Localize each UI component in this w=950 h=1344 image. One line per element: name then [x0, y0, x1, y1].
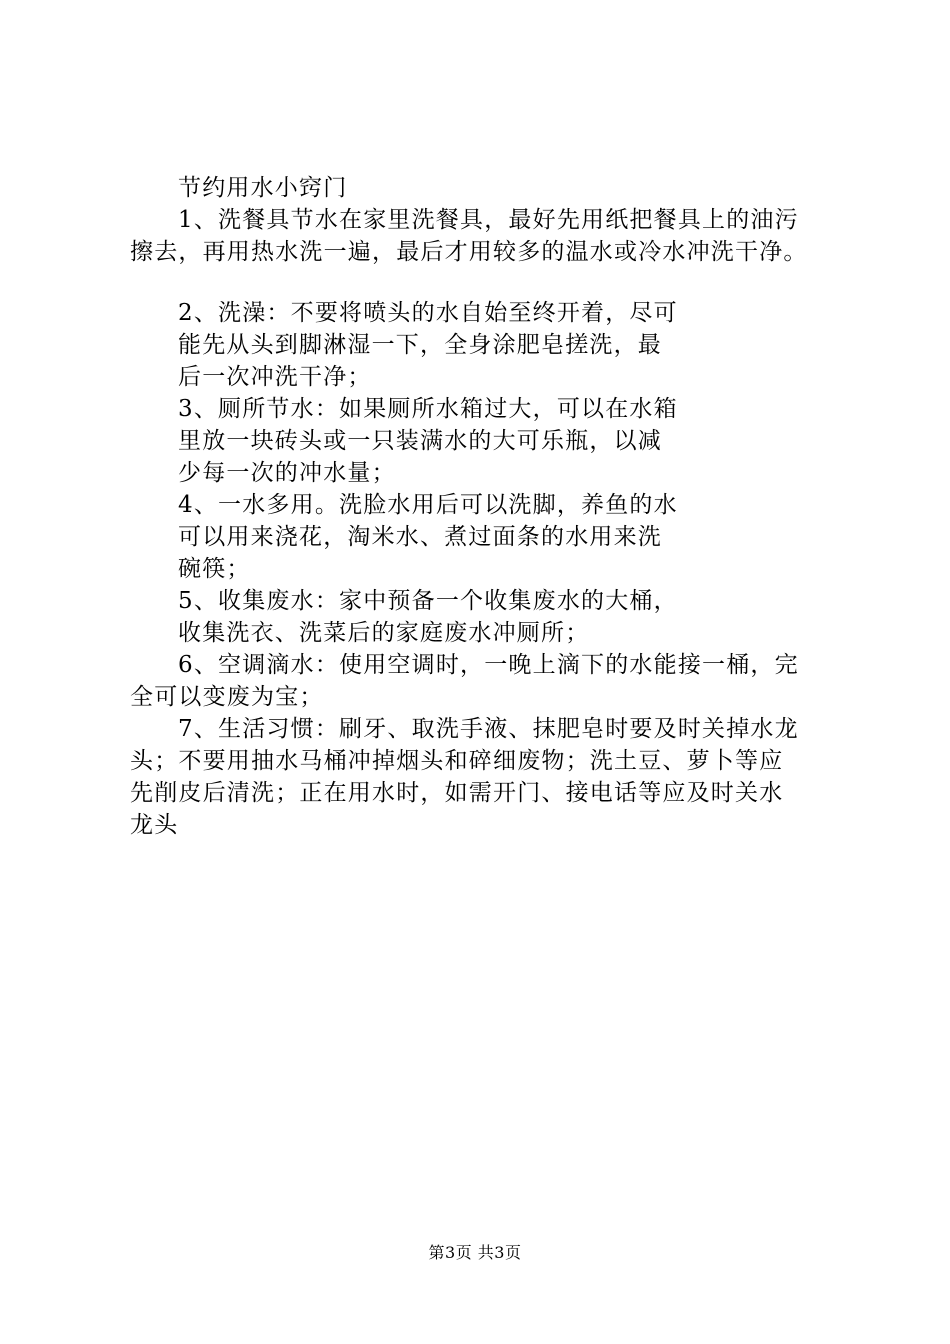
paragraph-line: 头；不要用抽水马桶冲掉烟头和碎细废物；洗土豆、萝卜等应 — [130, 748, 784, 774]
paragraph-line: 后一次冲洗干净； — [178, 364, 372, 390]
paragraph-line: 里放一块砖头或一只装满水的大可乐瓶，以减 — [178, 428, 662, 454]
paragraph-line: 擦去，再用热水洗一遍，最后才用较多的温水或冷水冲洗干净。 — [130, 239, 808, 265]
paragraph-line: 可以用来浇花，淘米水、煮过面条的水用来洗 — [178, 524, 662, 550]
paragraph-line: 少每一次的冲水量； — [178, 460, 396, 486]
paragraph-line: 收集洗衣、洗菜后的家庭废水冲厕所； — [178, 620, 590, 646]
page-number-footer: 第3页 共3页 — [428, 1243, 522, 1262]
paragraph-line: 5、收集废水：家中预备一个收集废水的大桶， — [178, 588, 678, 614]
paragraph-line: 碗筷； — [178, 556, 251, 582]
paragraph-line: 龙头 — [130, 812, 179, 838]
document-title: 节约用水小窍门 — [178, 175, 348, 201]
paragraph-line: 7、生活习惯：刷牙、取洗手液、抹肥皂时要及时关掉水龙 — [178, 716, 799, 742]
paragraph-line: 3、厕所节水：如果厕所水箱过大，可以在水箱 — [178, 396, 678, 422]
paragraph-line: 2、洗澡：不要将喷头的水自始至终开着，尽可 — [178, 300, 678, 326]
paragraph-line: 能先从头到脚淋湿一下，全身涂肥皂搓洗，最 — [178, 332, 662, 358]
paragraph-line: 1、洗餐具节水在家里洗餐具，最好先用纸把餐具上的油污 — [178, 207, 799, 233]
paragraph-line: 全可以变废为宝； — [130, 684, 324, 710]
paragraph-line: 4、一水多用。洗脸水用后可以洗脚，养鱼的水 — [178, 492, 678, 518]
paragraph-line: 6、空调滴水：使用空调时，一晚上滴下的水能接一桶，完 — [178, 652, 799, 678]
paragraph-line: 先削皮后清洗；正在用水时，如需开门、接电话等应及时关水 — [130, 780, 784, 806]
